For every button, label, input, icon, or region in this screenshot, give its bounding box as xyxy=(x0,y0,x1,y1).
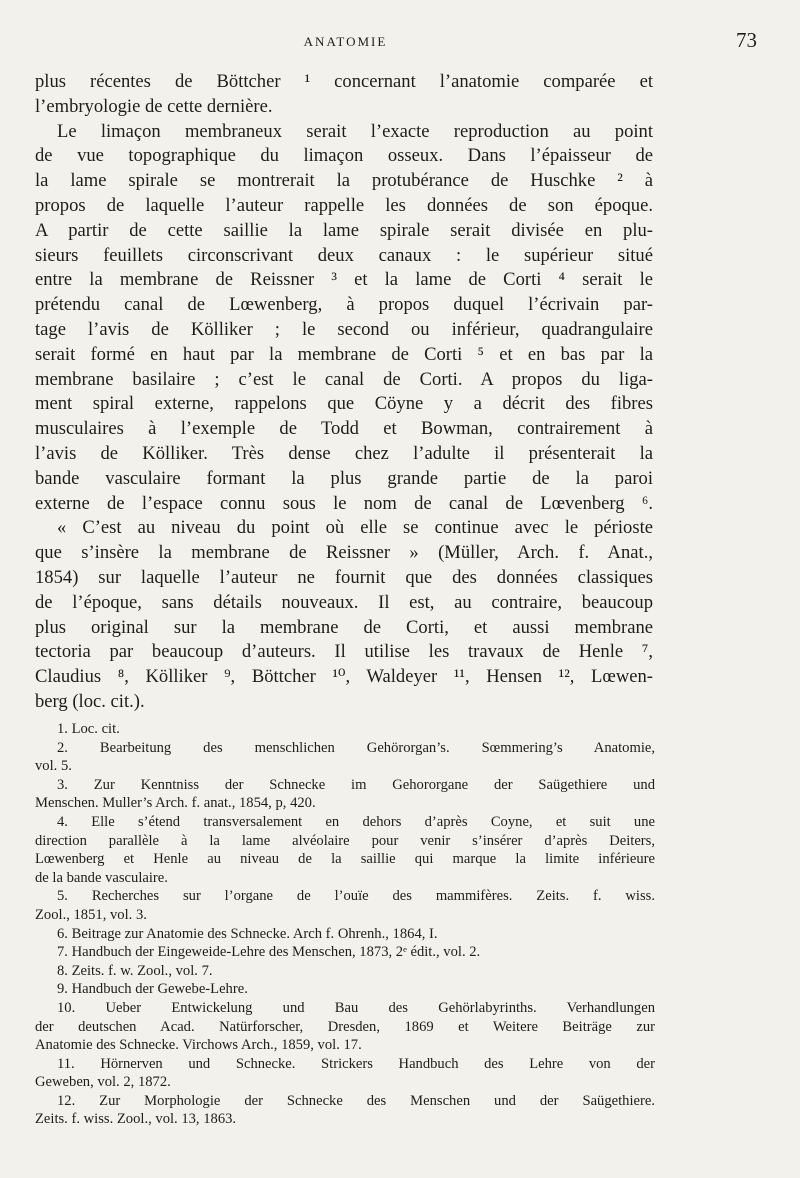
running-title: ANATOMIE xyxy=(303,34,388,49)
footnote-line: vol. 5. xyxy=(35,758,72,775)
body-line: musculaires à l’exemple de Todd et Bowman, contrairement à xyxy=(35,418,653,440)
body-line: plus récentes de Böttcher ¹ concernant l’anatomie comparée et xyxy=(35,71,653,92)
footnote-line: 8. Zeits. f. w. Zool., vol. 7. xyxy=(57,962,213,979)
body-line: prétendu canal de Lœwenberg, à propos duquel l’écrivain par- xyxy=(35,294,653,316)
body-line: membrane basilaire ; c’est le canal de Corti. A propos du liga- xyxy=(35,368,653,390)
body-line: bande vasculaire formant la plus grande partie de la paroi xyxy=(35,467,653,489)
body-line: de vue topographique du limaçon osseux. Dans l’épaisseur de xyxy=(35,145,653,167)
body-line: serait formé en haut par la membrane de Corti ⁵ et en bas par la xyxy=(35,343,653,365)
footnote-line: Zeits. f. wiss. Zool., vol. 13, 1863. xyxy=(35,1111,237,1128)
body-line: l’avis de Kölliker. Très dense chez l’adulte il présenterait la xyxy=(35,442,653,464)
body-line: la lame spirale se montrerait la protubérance de Huschke ² à xyxy=(35,170,653,192)
footnotes xyxy=(35,720,655,1129)
body-line: 1854) sur laquelle l’auteur ne fournit que des données classiques xyxy=(35,566,653,588)
footnote-line: Lœwenberg et Henle au niveau de la saillie qui marque la limite inférieure xyxy=(35,851,655,868)
footnote-line: 7. Handbuch der Eingeweide-Lehre des Menschen, 1873, 2ᵉ édit., vol. 2. xyxy=(57,944,481,961)
body-line: l’embryologie de cette dernière. xyxy=(35,95,273,117)
footnote-line: Zool., 1851, vol. 3. xyxy=(35,906,147,923)
body-text xyxy=(35,70,653,715)
body-line: ment spiral externe, rappelons que Cöyne y a décrit des fibres xyxy=(35,393,653,415)
body-line: sieurs feuillets circonscrivant deux canaux : le supérieur situé xyxy=(35,244,653,266)
body-line: externe de l’espace connu sous le nom de canal de Lœvenberg ⁶. xyxy=(35,492,653,514)
footnote-line: 12. Zur Morphologie der Schnecke des Menschen und der Saügethiere. xyxy=(57,1092,655,1109)
footnote-line: der deutschen Acad. Natürforscher, Dresden, 1869 et Weitere Beiträge zur xyxy=(35,1018,655,1035)
body-line: Le limaçon membraneux serait l’exacte reproduction au point xyxy=(57,120,653,142)
body-line: de l’époque, sans détails nouveaux. Il est, au contraire, beaucoup xyxy=(35,591,653,613)
body-line: « C’est au niveau du point où elle se continue avec le périoste xyxy=(57,517,653,539)
footnote-line: 9. Handbuch der Gewebe-Lehre. xyxy=(57,981,248,998)
footnote-line: 4. Elle s’étend transversalement en dehors d’après Coyne, et suit une xyxy=(57,813,655,830)
footnote-line: 11. Hörnerven und Schnecke. Strickers Handbuch des Lehre von der xyxy=(57,1055,655,1072)
footnote-line: 6. Beitrage zur Anatomie des Schnecke. Arch f. Ohrenh., 1864, I. xyxy=(57,925,438,942)
footnote-line: direction parallèle à la lame alvéolaire pour venir s’insérer d’après Deiters, xyxy=(35,832,655,849)
body-line: plus original sur la membrane de Corti, et aussi membrane xyxy=(35,616,653,638)
footnote-line: Anatomie des Schnecke. Virchows Arch., 1859, vol. 17. xyxy=(35,1037,362,1054)
footnote-line: 3. Zur Kenntniss der Schnecke im Gehororgane der Saügethiere und xyxy=(57,776,655,793)
footnote-line: de la bande vasculaire. xyxy=(35,869,168,886)
footnote-line: 5. Recherches sur l’organe de l’ouïe des mammifères. Zeits. f. wiss. xyxy=(57,888,655,905)
footnote-line: Menschen. Muller’s Arch. f. anat., 1854, p, 420. xyxy=(35,795,316,812)
body-line: propos de laquelle l’auteur rappelle les données de son époque. xyxy=(35,194,653,216)
footnote-line: 2. Bearbeitung des menschlichen Gehörorgan’s. Sœmmering’s Anatomie, xyxy=(57,739,655,756)
footnote-line: 10. Ueber Entwickelung und Bau des Gehörlabyrinths. Verhandlungen xyxy=(57,999,655,1016)
body-line: que s’insère la membrane de Reissner » (Müller, Arch. f. Anat., xyxy=(35,542,653,564)
footnote-line: Geweben, vol. 2, 1872. xyxy=(35,1074,171,1091)
body-line: tectoria par beaucoup d’auteurs. Il utilise les travaux de Henle ⁷, xyxy=(35,641,653,663)
body-line: berg (loc. cit.). xyxy=(35,690,145,712)
page-header xyxy=(35,26,757,56)
footnote-line: 1. Loc. cit. xyxy=(57,721,120,737)
page-number: 73 xyxy=(736,28,757,52)
body-line: tage l’avis de Kölliker ; le second ou inférieur, quadrangulaire xyxy=(35,318,653,340)
body-line: entre la membrane de Reissner ³ et la lame de Corti ⁴ serait le xyxy=(35,269,653,291)
body-line: Claudius ⁸, Kölliker ⁹, Böttcher ¹⁰, Waldeyer ¹¹, Hensen ¹², Lœwen- xyxy=(35,666,653,688)
body-line: A partir de cette saillie la lame spirale serait divisée en plu- xyxy=(35,219,653,241)
